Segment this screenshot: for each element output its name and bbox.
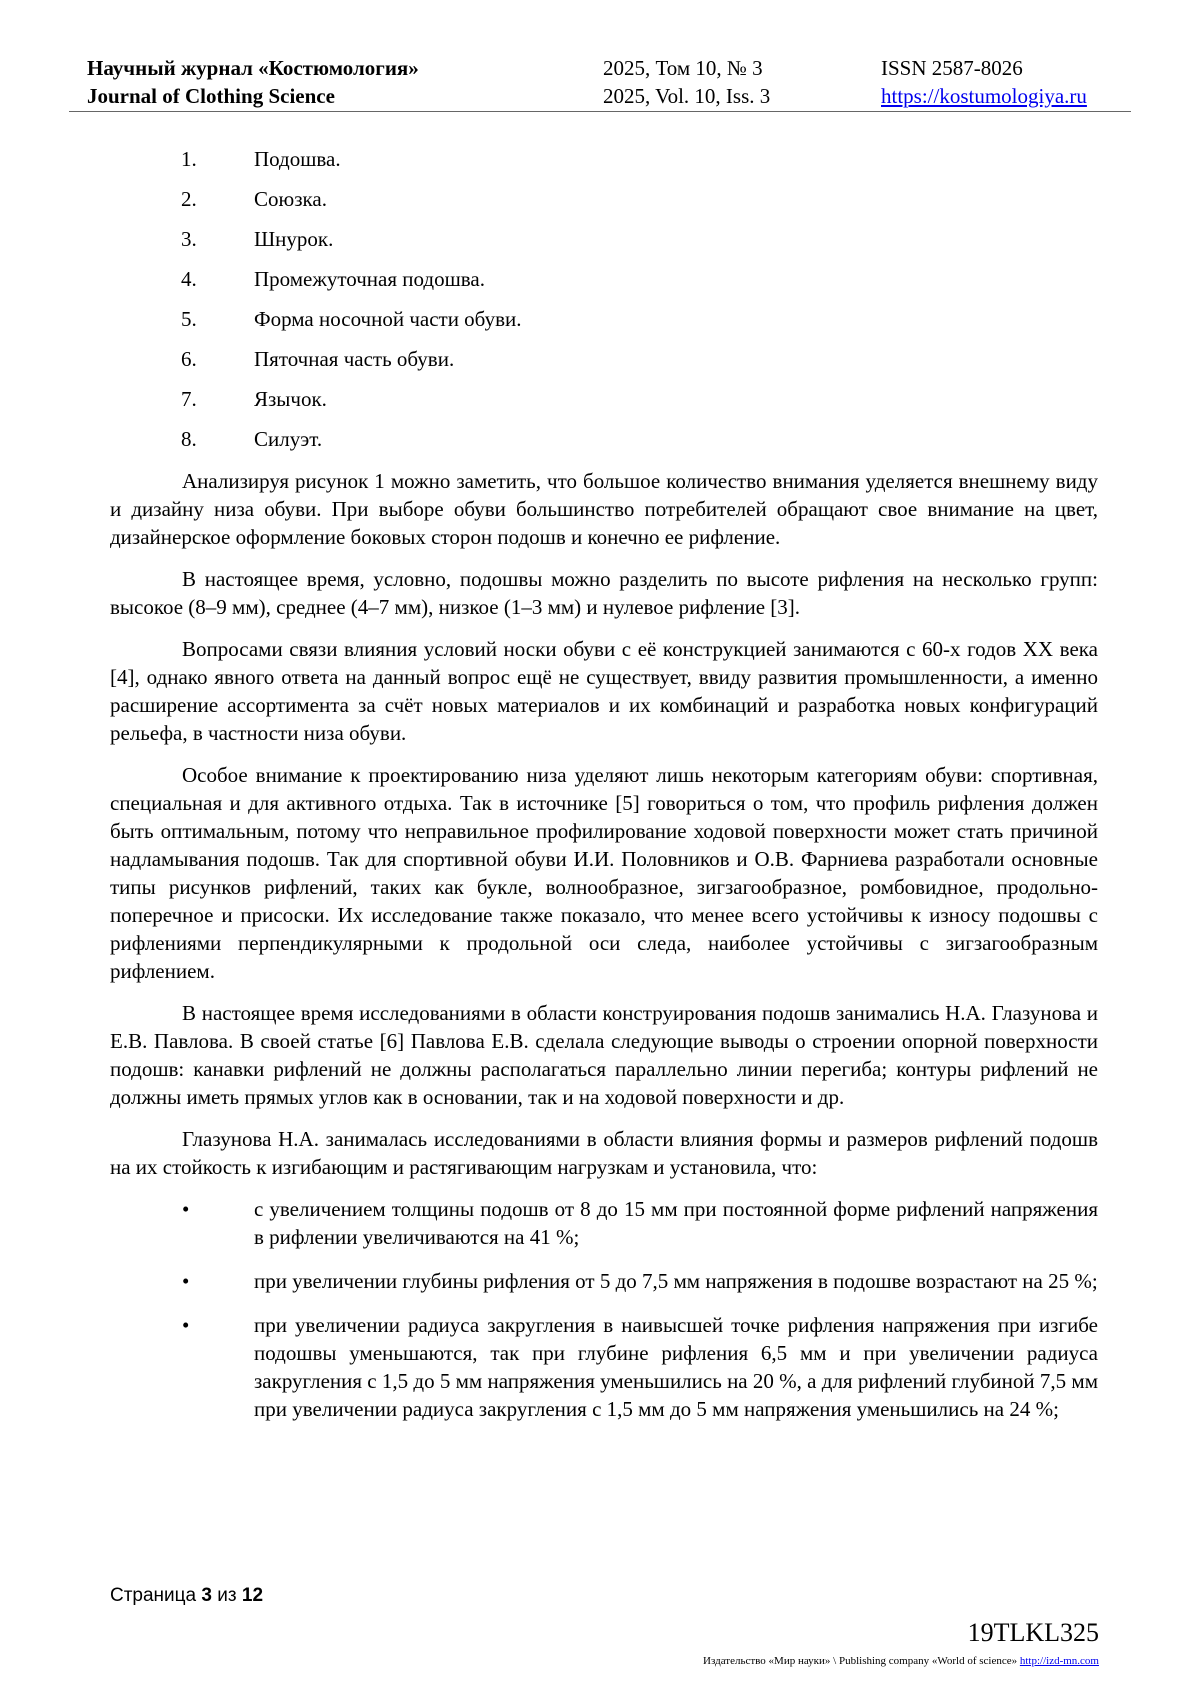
list-text: Язычок.: [254, 387, 327, 411]
issue-block: [603, 54, 770, 110]
list-text: Союзка.: [254, 187, 327, 211]
paragraph: В настоящее время исследованиями в области конструирования подошв занимались Н.А. Глазунова и Е.В. Павлова. В своей статье [6] Павлова Е.В. сделала следующие выводы о строении опорной поверхности подошв: канавки рифлений не должны располагаться параллельно линии перегиба; контуры рифлений не должны иметь прямых углов как в основании, так и на ходовой поверхности и др.: [110, 1001, 1098, 1109]
article-code: 19TLKL325: [967, 1618, 1099, 1647]
list-number: 7.: [181, 387, 197, 411]
list-number: 3.: [181, 227, 197, 251]
list-item: [0, 224, 1200, 264]
issn: ISSN 2587-8026: [881, 56, 1023, 80]
list-text: Подошва.: [254, 147, 341, 171]
page-total: 12: [241, 1585, 264, 1606]
page-prefix: Страница: [110, 1585, 197, 1606]
journal-header: [87, 54, 1121, 110]
list-item: [0, 304, 1200, 344]
bullet-item: [110, 1267, 1098, 1295]
publisher-line: [703, 1655, 1099, 1667]
bullet-text: при увеличении радиуса закругления в наивысшей точке рифления напряжения при изгибе подошвы уменьшаются, так при глубине рифления 6,5 мм и при увеличении радиуса закругления с 1,5 до 5 мм напряжения уменьшились на 20 %, а для рифлений глубиной 7,5 мм при увеличении радиуса закругления с 1,5 мм до 5 мм напряжения уменьшились на 24 %;: [254, 1313, 1098, 1421]
list-item: [0, 424, 1200, 464]
issue-ru: 2025, Том 10, № 3: [603, 56, 763, 80]
bullet-icon: •: [182, 1313, 190, 1337]
list-number: 1.: [181, 147, 197, 171]
page-number: [110, 1585, 263, 1607]
paragraph: Глазунова Н.А. занималась исследованиями в области влияния формы и размеров рифлений подошв на их стойкость к изгибающим и растягивающим нагрузкам и установила, что:: [110, 1127, 1098, 1179]
article-body: [110, 467, 1098, 1439]
list-item: [0, 184, 1200, 224]
bullet-item: [110, 1195, 1098, 1251]
publisher-url-link[interactable]: http://izd-mn.com: [1019, 1655, 1099, 1667]
bullet-item: [110, 1311, 1098, 1423]
list-item: [0, 144, 1200, 184]
findings-list: [110, 1195, 1098, 1423]
issue-en: 2025, Vol. 10, Iss. 3: [603, 84, 771, 108]
list-item: [0, 384, 1200, 424]
publisher-text: Издательство «Мир науки» \ Publishing company «World of science»: [703, 1655, 1018, 1667]
bullet-text: с увеличением толщины подошв от 8 до 15 мм при постоянной форме рифлений напряжения в рифлении увеличиваются на 41 %;: [254, 1197, 1098, 1249]
page-current: 3: [201, 1585, 212, 1606]
paragraph: Вопросами связи влияния условий носки обуви с её конструкцией занимаются с 60-х годов XX века [4], однако явного ответа на данный вопрос ещё не существует, ввиду развития промышленности, а именно расширение ассортимента за счёт новых материалов и их комбинаций и разработка новых конфигураций рельефа, в частности низа обуви.: [110, 637, 1098, 745]
paragraph: Анализируя рисунок 1 можно заметить, что большое количество внимания уделяется внешнему виду и дизайну низа обуви. При выборе обуви большинство потребителей обращают свое внимание на цвет, дизайнерское оформление боковых сторон подошв и конечно ее рифление.: [110, 469, 1098, 549]
bullet-text: при увеличении глубины рифления от 5 до 7,5 мм напряжения в подошве возрастают на 25 %;: [254, 1269, 1098, 1293]
journal-url-link[interactable]: https://kostumologiya.ru: [881, 84, 1087, 108]
list-text: Шнурок.: [254, 227, 334, 251]
journal-title-ru: Научный журнал «Костюмология»: [87, 56, 419, 80]
list-text: Промежуточная подошва.: [254, 267, 485, 291]
list-number: 4.: [181, 267, 197, 291]
header-divider: [69, 111, 1131, 112]
list-item: [0, 264, 1200, 304]
list-number: 8.: [181, 427, 197, 451]
list-text: Пяточная часть обуви.: [254, 347, 455, 371]
list-text: Силуэт.: [254, 427, 323, 451]
list-text: Форма носочной части обуви.: [254, 307, 522, 331]
figure-legend-list: [0, 144, 1200, 464]
journal-title-en: Journal of Clothing Science: [87, 84, 335, 108]
bullet-icon: •: [182, 1197, 190, 1221]
list-number: 2.: [181, 187, 197, 211]
list-item: [0, 344, 1200, 384]
journal-title-block: [87, 54, 419, 110]
page-separator: из: [217, 1585, 237, 1606]
paragraph: В настоящее время, условно, подошвы можно разделить по высоте рифления на несколько групп: высокое (8–9 мм), среднее (4–7 мм), низкое (1–3 мм) и нулевое рифление [3].: [110, 567, 1098, 619]
list-number: 5.: [181, 307, 197, 331]
list-number: 6.: [181, 347, 197, 371]
paragraph: Особое внимание к проектированию низа уделяют лишь некоторым категориям обуви: спортивная, специальная и для активного отдыха. Так в источнике [5] говориться о том, что профиль рифления должен быть оптимальным, потому что неправильное профилирование ходовой поверхности может стать причиной надламывания подошв. Так для спортивной обуви И.И. Половников и О.В. Фарниева разработали основные типы рисунков рифлений, таких как букле, волнообразное, зигзагообразное, ромбовидное, продольно-поперечное и присоски. Их исследование также показало, что менее всего устойчивы к износу подошвы с рифлениями перпендикулярными к продольной оси следа, наиболее устойчивы с зигзагообразным рифлением.: [110, 763, 1098, 983]
bullet-icon: •: [182, 1269, 190, 1293]
issn-block: [881, 54, 1087, 110]
